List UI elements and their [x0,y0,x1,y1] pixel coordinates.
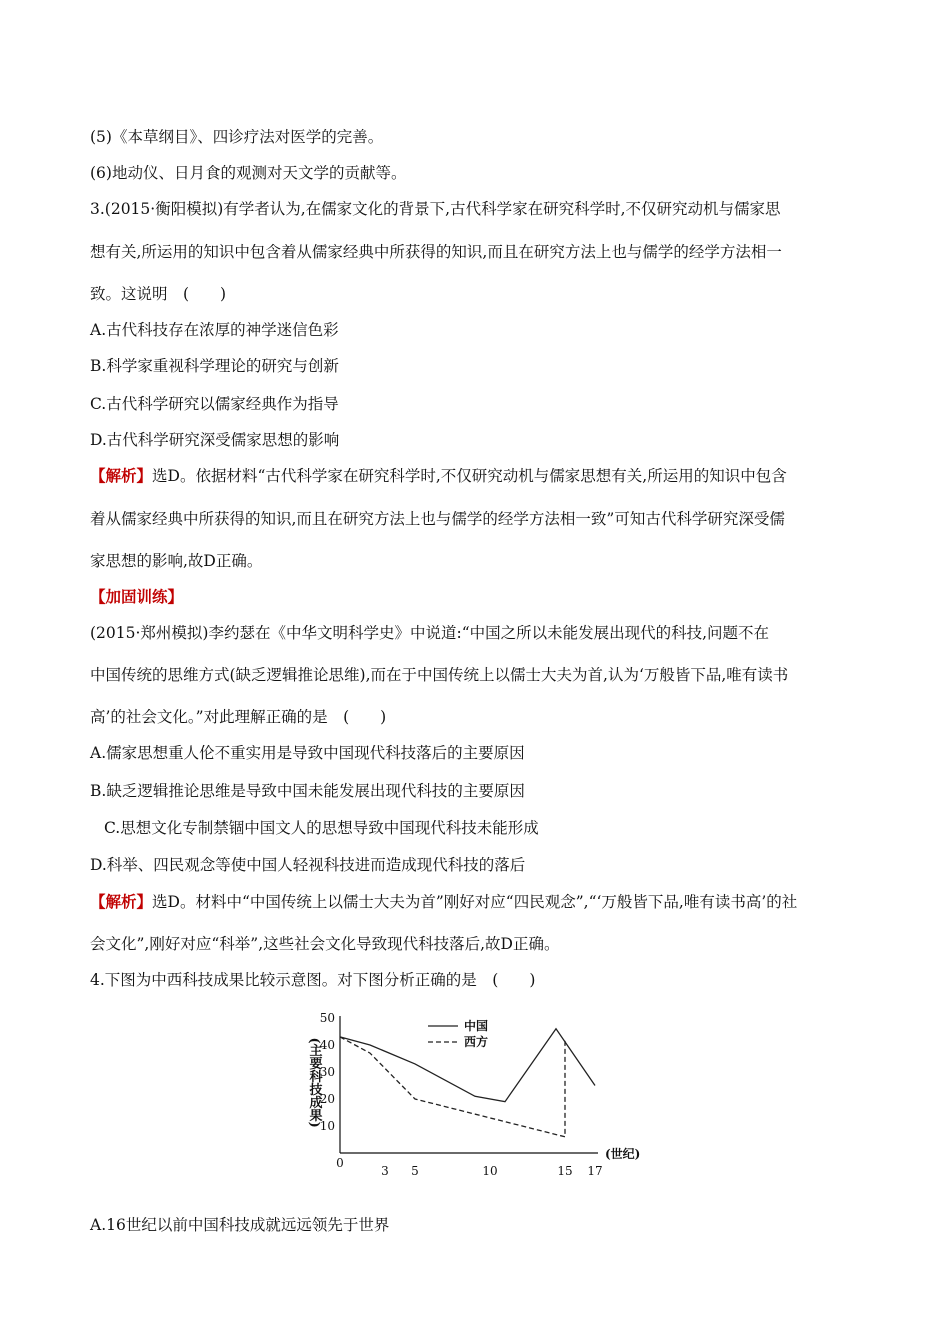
legend-label: 西方 [464,1035,489,1049]
science-comparison-chart [290,1005,670,1180]
legend-label: 中国 [464,1019,489,1033]
y-tick-label: 0 [336,1156,344,1170]
question-3-stem: 致。这说明 ( ) [90,285,227,303]
x-tick-label: 10 [482,1164,498,1178]
reinforcement-stem: 高’的社会文化。”对此理解正确的是 ( ) [90,708,387,726]
option-b: B.缺乏逻辑推论思维是导致中国未能发展出现代科技的主要原因 [90,782,525,800]
analysis-paragraph: 【解析】选D。材料中“中国传统上以儒士大夫为首”刚好对应“四民观念”,“‘万般皆下品,唯有读书高’的社 [90,892,798,911]
x-tick-label: 15 [557,1164,573,1178]
y-tick-label: 20 [319,1092,335,1106]
option-d: D.科举、四民观念等使中国人轻视科技进而造成现代科技的落后 [90,856,526,874]
option-c: C.古代科学研究以儒家经典作为指导 [90,395,339,413]
analysis-line: 着从儒家经典中所获得的知识,而且在研究方法上也与儒学的经学方法相一致”可知古代科学研究深受儒 [90,510,785,528]
option-a: A.古代科技存在浓厚的神学迷信色彩 [90,321,339,339]
reinforcement-heading: 【加固训练】 [90,587,184,606]
option-b: B.科学家重视科学理论的研究与创新 [90,357,339,375]
text-line: (5)《本草纲目》、四诊疗法对医学的完善。 [90,128,384,146]
option-d: D.古代科学研究深受儒家思想的影响 [90,431,340,449]
series-line-west [340,1037,565,1137]
y-tick-label: 10 [319,1119,335,1133]
y-tick-label: 40 [319,1038,335,1052]
reinforcement-stem: 中国传统的思维方式(缺乏逻辑推论思维),而在于中国传统上以儒士大夫为首,认为‘万般皆下品,唯有读书 [90,666,789,684]
analysis-line: 家思想的影响,故D正确。 [90,552,263,570]
option-a: A.儒家思想重人伦不重实用是导致中国现代科技落后的主要原因 [90,744,525,762]
analysis-tag: 【解析】 [90,892,153,911]
y-tick-label: 50 [319,1011,335,1025]
y-tick-label: 30 [319,1065,335,1079]
question-3-stem: 想有关,所运用的知识中包含着从儒家经典中所获得的知识,而且在研究方法上也与儒学的经学方法相一 [90,243,782,261]
option-c: C.思想文化专制禁锢中国文人的思想导致中国现代科技未能形成 [104,819,539,837]
text-line: (6)地动仪、日月食的观测对天文学的贡献等。 [90,164,407,182]
reinforcement-stem: (2015·郑州模拟)李约瑟在《中华文明科学史》中说道:“中国之所以未能发展出现代的科技,问题不在 [90,624,770,642]
analysis-tag: 【解析】 [90,466,153,485]
x-axis-label: (世纪) [605,1147,641,1161]
option-a: A.16世纪以前中国科技成就远远领先于世界 [90,1216,390,1234]
x-tick-label: 17 [587,1164,603,1178]
x-tick-label: 5 [411,1164,419,1178]
analysis-paragraph: 【解析】选D。依据材料“古代科学家在研究科学时,不仅研究动机与儒家思想有关,所运用的知识中包含 [90,466,787,485]
x-tick-label: 3 [381,1164,389,1178]
question-3-stem: 3.(2015·衡阳模拟)有学者认为,在儒家文化的背景下,古代科学家在研究科学时,不仅研究动机与儒家思 [90,200,781,218]
y-axis-label: (主要科技成果) [306,1037,322,1128]
question-4-stem: 4.下图为中西科技成果比较示意图。对下图分析正确的是 ( ) [90,971,536,989]
analysis-line: 会文化”,刚好对应“科举”,这些社会文化导致现代科技落后,故D正确。 [90,935,560,953]
